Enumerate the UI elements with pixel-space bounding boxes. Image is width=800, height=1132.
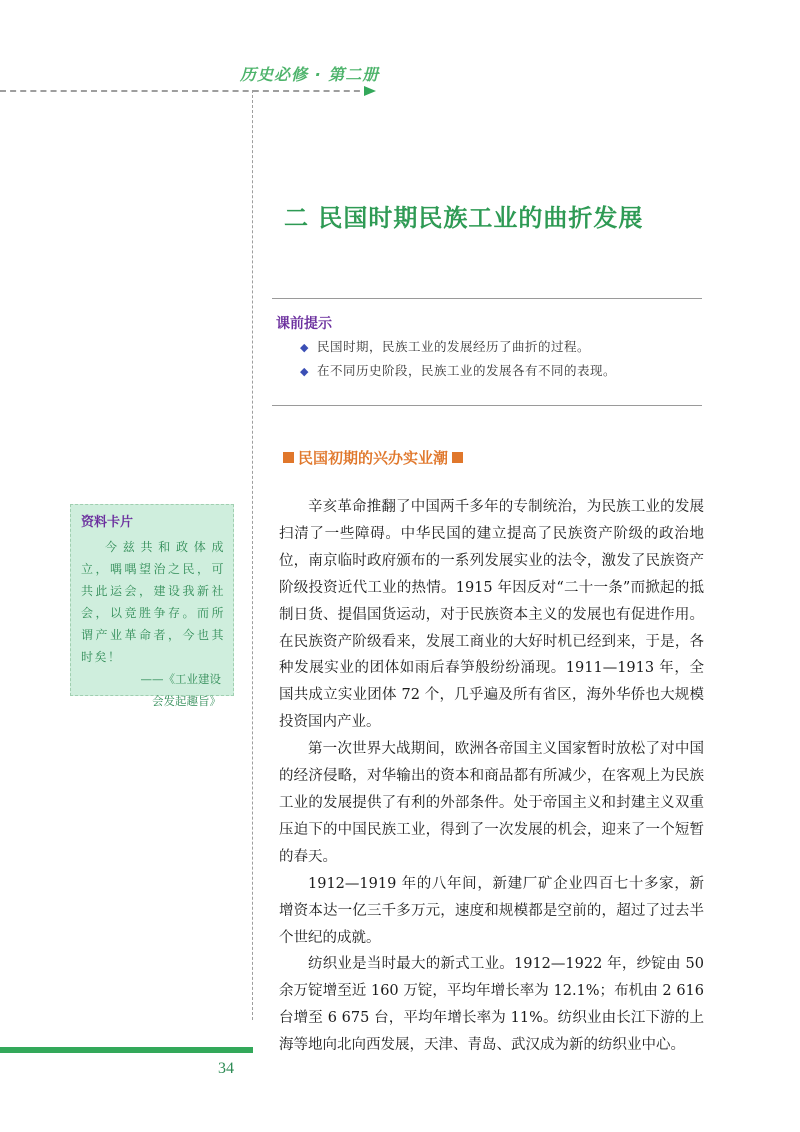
page-number: 34: [218, 1060, 234, 1077]
chapter-title: 二 民国时期民族工业的曲折发展: [284, 204, 644, 232]
info-card: [70, 504, 234, 708]
preview-item: [300, 337, 590, 355]
book-title: 历史必修 · 第二册: [240, 65, 380, 84]
preview-top-rule: [272, 298, 702, 299]
footer-bar: [0, 1047, 253, 1053]
section-heading-text: 民国初期的兴办实业潮: [298, 449, 449, 467]
diamond-bullet-icon: ◆: [300, 365, 309, 378]
arrow-icon: [364, 86, 376, 96]
main-body: [279, 494, 704, 1059]
body-paragraph: 1912—1919 年的八年间，新建厂矿企业四百七十多家，新增资本达一亿三千多万元，速度和规模都是空前的，超过了过去半个世纪的成就。: [279, 875, 704, 946]
card-source: 会发起趣旨》: [152, 694, 221, 708]
body-paragraph: 辛亥革命推翻了中国两千多年的专制统治，为民族工业的发展扫清了一些障碍。中华民国的建立提高了民族资产阶级的政治地位，南京临时政府颁布的一系列发展实业的法令，激发了民族资产阶级投资近代工业的热情。1915 年因反对“二十一条”而掀起的抵制日货、提倡国货运动，对于民族资本主义的发展也有促进作用。在民族资产阶级看来，发展工商业的大好时机已经到来，于是，各种发展实业的团体如雨后春笋般纷纷涌现。1911—1913 年，全国共成立实业团体 72 个，几乎遍及所有省区，海外华侨也大规模投资国内产业。: [279, 499, 704, 731]
preview-label: 课前提示: [276, 316, 332, 332]
card-quote: [81, 536, 225, 668]
preview-item: [300, 361, 616, 379]
card-quote-text: 今兹共和政体成立，喁喁望治之民，可共此运会，建设我新社会，以竞胜争存。而所谓产业革命者，今也其时矣！: [81, 540, 225, 664]
diamond-bullet-icon: ◆: [300, 341, 309, 354]
section-heading: [283, 447, 463, 468]
body-paragraph: 纺织业是当时最大的新式工业。1912—1922 年，纱锭由 50 余万锭增至近 160 万锭，平均年增长率为 12.1%；布机由 2 616 台增至 6 675 台，平均年增长率为 11%。纺织业由长江下游的上海等地向北向西发展，天津、青岛、武汉成为新的纺织业中心。: [279, 956, 704, 1054]
square-icon: [452, 452, 463, 463]
body-paragraph: 第一次世界大战期间，欧洲各帝国主义国家暂时放松了对中国的经济侵略，对华输出的资本和商品都有所减少，在客观上为民族工业的发展提供了有利的外部条件。处于帝国主义和封建主义双重压迫下的中国民族工业，得到了一次发展的机会，迎来了一个短暂的春天。: [279, 741, 704, 865]
preview-item-text: 民国时期，民族工业的发展经历了曲折的过程。: [316, 339, 590, 354]
preview-item-text: 在不同历史阶段，民族工业的发展各有不同的表现。: [316, 363, 616, 378]
preview-bottom-rule: [272, 405, 702, 406]
square-icon: [283, 452, 294, 463]
margin-divider: [252, 90, 253, 1020]
card-title: 资料卡片: [81, 515, 134, 530]
header-divider: [0, 90, 370, 92]
card-source: ——《工业建设: [140, 672, 221, 686]
